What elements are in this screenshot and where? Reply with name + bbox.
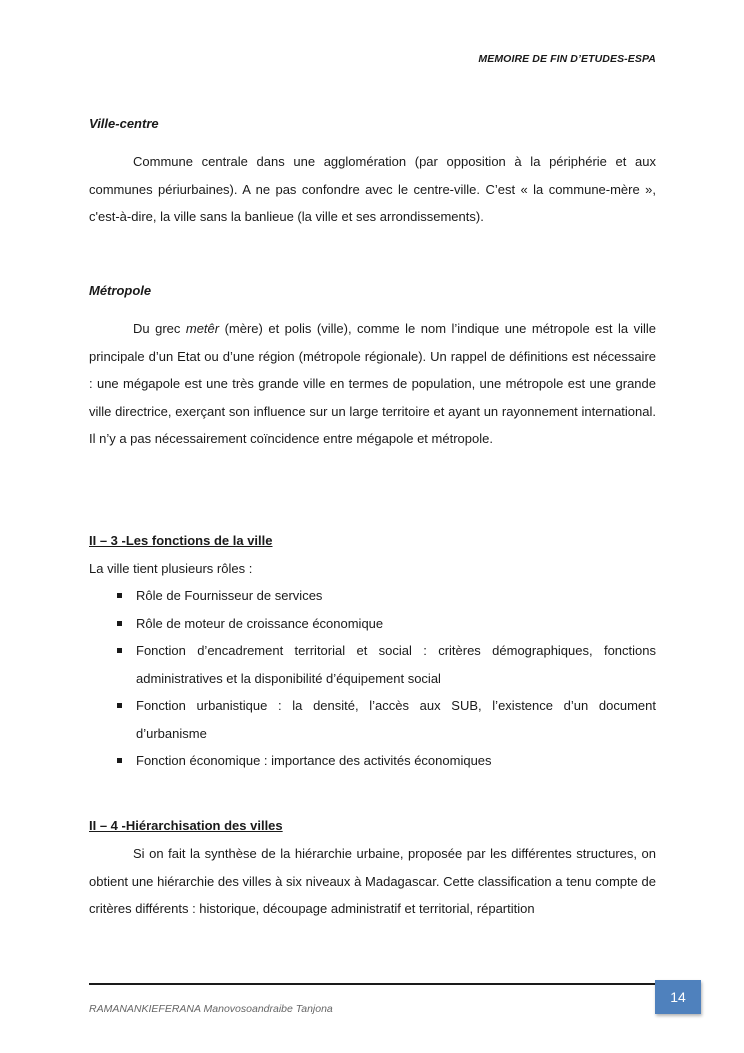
list-item bbox=[89, 637, 656, 692]
list-item-text: Rôle de moteur de croissance économique bbox=[136, 615, 384, 631]
fonctions-list bbox=[89, 582, 656, 775]
list-item-text: Rôle de Fournisseur de services bbox=[136, 588, 323, 603]
heading-fonctions: II – 3 -Les fonctions de la ville bbox=[89, 533, 273, 548]
metropole-text-rest: (mère) et polis (ville), comme le nom l’indique une métropole est la ville principale d’un Etat ou d’une région (métropole régionale). Un rappel de définitions est nécessaire : une mégapole est une très grande ville en termes de population, une métropole est une grande ville directrice, exerçant son influence sur un large territoire et ayant un rayonnement international. Il n’y a pas nécessairement coïncidence entre mégapole et métropole. bbox=[89, 321, 656, 446]
list-item bbox=[89, 610, 656, 638]
heading-hierarchisation: II – 4 -Hiérarchisation des villes bbox=[89, 818, 283, 833]
footer-author: RAMANANKIEFERANA Manovosoandraibe Tanjona bbox=[89, 1003, 333, 1015]
square-bullet-icon bbox=[117, 703, 122, 708]
metropole-emphasis: metêr bbox=[185, 321, 220, 336]
page-number-badge: 14 bbox=[655, 980, 701, 1014]
running-header: MEMOIRE DE FIN D’ETUDES-ESPA bbox=[478, 53, 656, 65]
paragraph-metropole bbox=[89, 315, 656, 453]
list-item bbox=[89, 692, 656, 747]
square-bullet-icon bbox=[117, 758, 122, 763]
list-item-text: Fonction d’encadrement territorial et social : critères démographiques, fonctions administratives et la disponibilité d’équipement social bbox=[136, 643, 656, 686]
square-bullet-icon bbox=[117, 648, 122, 653]
list-item bbox=[89, 747, 656, 775]
fonctions-intro: La ville tient plusieurs rôles : bbox=[89, 561, 253, 576]
square-bullet-icon bbox=[117, 593, 122, 598]
metropole-text-start: Du grec bbox=[133, 321, 186, 336]
heading-ville-centre: Ville-centre bbox=[89, 116, 159, 131]
footer-divider bbox=[89, 983, 675, 985]
paragraph-ville-centre: Commune centrale dans une agglomération (par opposition à la périphérie et aux communes périurbaines). A ne pas confondre avec le centre-ville. C’est « la commune-mère », c'est-à-dire, la ville sans la banlieue (la ville et ses arrondissements). bbox=[89, 154, 656, 224]
square-bullet-icon bbox=[117, 621, 122, 626]
list-item-text: Fonction économique : importance des activités économiques bbox=[136, 753, 492, 768]
list-item-text: Fonction urbanistique : la densité, l’accès aux SUB, l’existence d’un document d’urbanisme bbox=[136, 698, 656, 741]
paragraph-hierarchisation: Si on fait la synthèse de la hiérarchie urbaine, proposée par les différentes structures, on obtient une hiérarchie des villes à six niveaux à Madagascar. Cette classification a tenu compte de critères différents : historique, découpage administratif et territorial, répartition bbox=[89, 846, 656, 916]
heading-metropole: Métropole bbox=[89, 283, 152, 298]
list-item bbox=[89, 582, 656, 610]
